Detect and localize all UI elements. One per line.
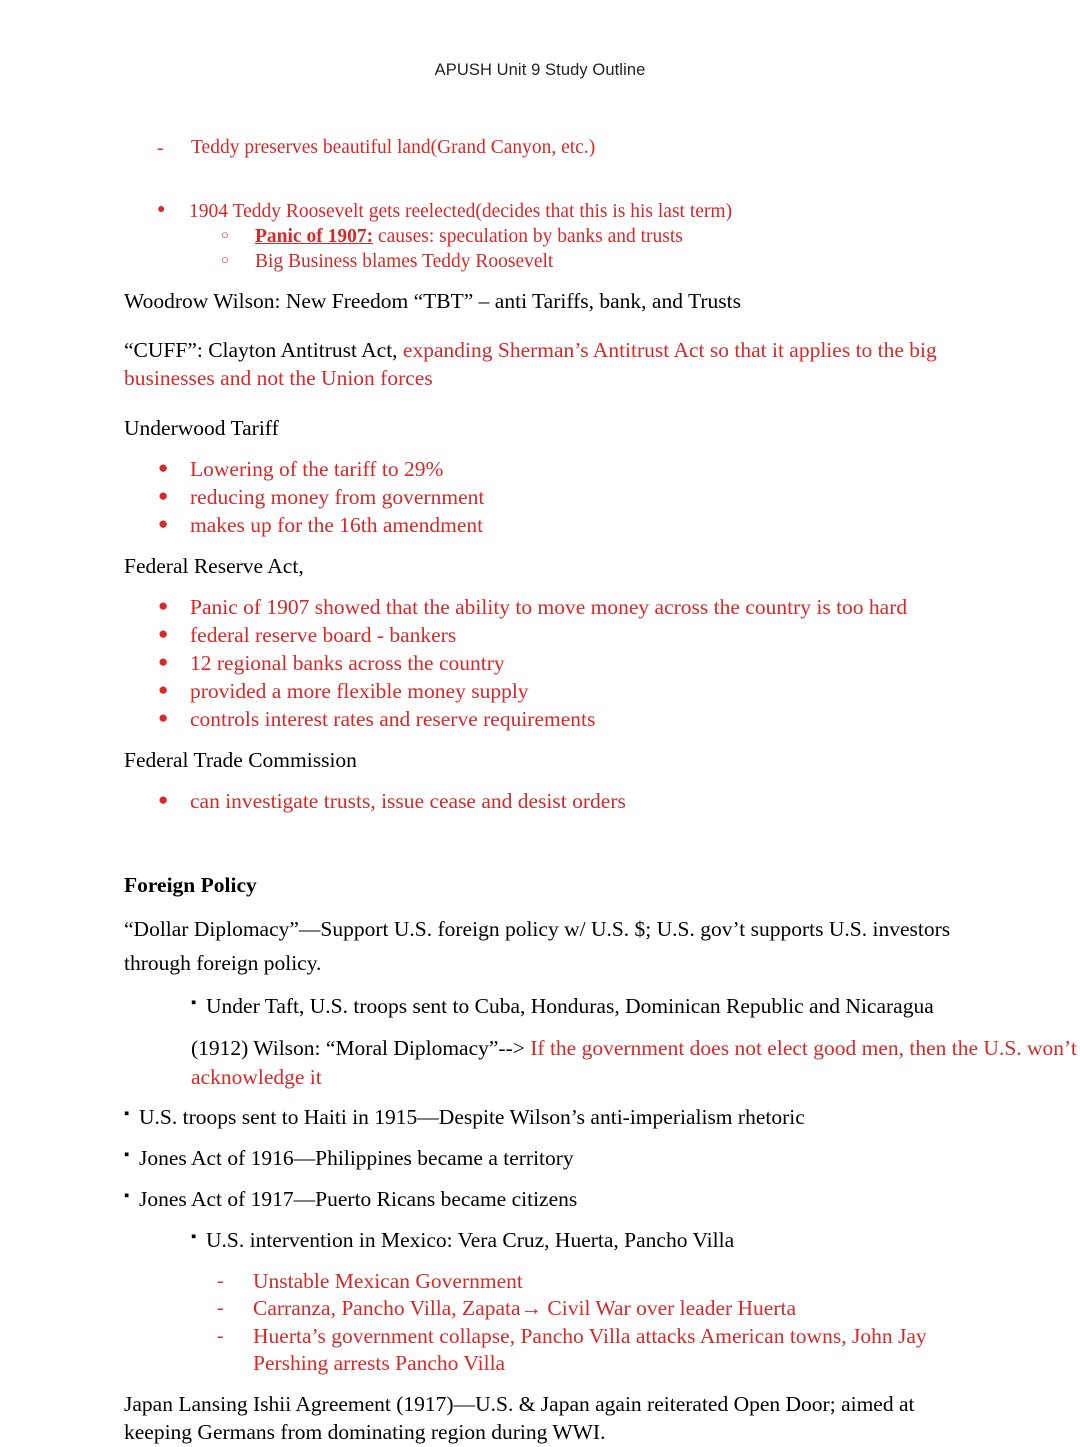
federal-reserve-list [0, 594, 1080, 734]
list-item [0, 650, 1080, 678]
disc-bullet-icon: ● [157, 201, 166, 217]
spacer [0, 581, 1080, 594]
list-item [0, 484, 1080, 512]
paragraph-moral-diplomacy [0, 1034, 1080, 1091]
moral-diplomacy-red-text: If the government does not elect good men, then the U.S. won’t acknowledge it [191, 1036, 1077, 1089]
disc-bullet-icon: ● [158, 789, 169, 809]
spacer [0, 900, 1080, 913]
spacer [0, 1091, 1080, 1104]
spacer [0, 1378, 1080, 1391]
paragraph-japan-lansing-ishii: Japan Lansing Ishii Agreement (1917)—U.S. & Japan again reiterated Open Door; aimed at keeping Germans from dominating region during WWI. [124, 1391, 915, 1444]
list-item-label: reducing money from government [190, 485, 485, 510]
list-item [0, 993, 1080, 1021]
list-item-label: controls interest rates and reserve requirements [190, 706, 596, 731]
cuff-red-text: expanding Sherman’s Antitrust Act so that it applies to the big businesses and not the Union forces [124, 338, 937, 391]
square-bullet-icon: ▪ [124, 1147, 130, 1164]
circle-bullet-icon: ○ [221, 252, 229, 268]
spacer [0, 1021, 1080, 1034]
spacer [0, 79, 1080, 135]
list-item-label [255, 224, 1080, 249]
list-item [0, 622, 1080, 650]
underwood-tariff-list [0, 456, 1080, 540]
paragraph-dollar-diplomacy: “Dollar Diplomacy”—Support U.S. foreign policy w/ U.S. $; U.S. gov’t supports U.S. investors through foreign policy. [124, 916, 951, 975]
list-item [0, 1104, 1080, 1132]
moral-diplomacy-black-text: (1912) Wilson: “Moral Diplomacy”--> [191, 1036, 531, 1061]
dash-bullet-icon: - [217, 1269, 224, 1292]
spacer [0, 816, 1080, 872]
list-item-label: Carranza, Pancho Villa, Zapata→ Civil War over leader Huerta [253, 1296, 797, 1321]
list-item-label: Panic of 1907 showed that the ability to move money across the country is too hard [190, 595, 908, 620]
spacer [0, 161, 1080, 199]
spacer [0, 1173, 1080, 1186]
spacer [0, 540, 1080, 553]
list-item [0, 224, 1080, 249]
page-title: APUSH Unit 9 Study Outline [434, 61, 646, 79]
paragraph-federal-reserve-act: Federal Reserve Act, [124, 554, 304, 579]
list-item [0, 678, 1080, 706]
paragraph-underwood-tariff: Underwood Tariff [124, 416, 279, 441]
paragraph-woodrow-wilson: Woodrow Wilson: New Freedom “TBT” – anti Tariffs, bank, and Trusts [124, 288, 741, 313]
cuff-black-text: “CUFF”: Clayton Antitrust Act, [124, 338, 403, 363]
circle-bullet-icon: ○ [221, 226, 229, 242]
square-bullet-icon: ▪ [191, 1228, 197, 1245]
list-item [0, 1323, 1080, 1378]
list-item-label: Lowering of the tariff to 29% [190, 457, 444, 482]
list-item [0, 706, 1080, 734]
spacer [0, 1214, 1080, 1227]
dash-bullet-icon: - [217, 1297, 224, 1320]
spacer [0, 393, 1080, 415]
square-bullet-icon: ▪ [191, 995, 197, 1012]
list-item [0, 1145, 1080, 1173]
square-bullet-icon: ▪ [124, 1188, 130, 1205]
panic-1907-label: Panic of 1907: [255, 225, 374, 247]
list-item-label: Big Business blames Teddy Roosevelt [255, 251, 554, 273]
paragraph-cuff [0, 337, 954, 393]
list-item [0, 788, 1080, 816]
spacer [0, 980, 1080, 993]
list-item-label: 12 regional banks across the country [190, 650, 505, 675]
list-item-label: can investigate trusts, issue cease and desist orders [190, 788, 626, 813]
section-heading-foreign-policy: Foreign Policy [124, 872, 257, 897]
list-item-label: Unstable Mexican Government [253, 1268, 523, 1293]
spacer [0, 1255, 1080, 1268]
disc-bullet-icon: ● [158, 707, 169, 727]
list-item-label: Teddy preserves beautiful land(Grand Canyon, etc.) [191, 136, 596, 158]
list-item [0, 1268, 1080, 1296]
ftc-list [0, 788, 1080, 816]
list-item [0, 199, 1080, 224]
list-item [0, 512, 1080, 540]
list-item-label: makes up for the 16th amendment [190, 513, 484, 538]
dash-bullet-icon: - [217, 1324, 224, 1347]
disc-bullet-icon: ● [158, 623, 169, 643]
disc-bullet-icon: ● [158, 486, 169, 506]
list-item [0, 135, 1080, 161]
list-item-label: provided a more flexible money supply [190, 678, 529, 703]
list-item-label: Jones Act of 1917—Puerto Ricans became citizens [139, 1187, 578, 1212]
list-item-label: U.S. troops sent to Haiti in 1915—Despite Wilson’s anti-imperialism rhetoric [139, 1105, 805, 1130]
dash-bullet-icon: - [157, 136, 164, 159]
list-item [0, 1295, 1080, 1323]
list-item [0, 594, 1080, 622]
disc-bullet-icon: ● [158, 679, 169, 699]
square-bullet-icon: ▪ [124, 1106, 130, 1123]
list-item-label: Huerta’s government collapse, Pancho Villa attacks American towns, John Jay Pershing arrests Pancho Villa [253, 1323, 927, 1376]
disc-bullet-icon: ● [158, 596, 169, 616]
spacer [0, 734, 1080, 747]
mexico-list [0, 1268, 1080, 1378]
disc-bullet-icon: ● [158, 458, 169, 478]
list-item [0, 249, 1080, 274]
list-item [0, 456, 1080, 484]
spacer [0, 1132, 1080, 1145]
list-item-label: U.S. intervention in Mexico: Vera Cruz, Huerta, Pancho Villa [206, 1227, 735, 1252]
list-item [0, 1186, 1080, 1214]
disc-bullet-icon: ● [158, 514, 169, 534]
spacer [0, 275, 1080, 288]
disc-bullet-icon: ● [158, 651, 169, 671]
list-item-label: 1904 Teddy Roosevelt gets reelected(decides that this is his last term) [189, 200, 733, 222]
spacer [0, 443, 1080, 456]
paragraph-federal-trade-commission: Federal Trade Commission [124, 747, 357, 772]
list-item-label: federal reserve board - bankers [190, 622, 457, 647]
list-item-label: Jones Act of 1916—Philippines became a territory [139, 1146, 574, 1171]
spacer [0, 775, 1080, 788]
list-item [0, 1227, 1080, 1255]
spacer [0, 315, 1080, 337]
list-item-label: Under Taft, U.S. troops sent to Cuba, Honduras, Dominican Republic and Nicaragua [206, 994, 934, 1019]
panic-1907-detail: causes: speculation by banks and trusts [373, 225, 683, 247]
